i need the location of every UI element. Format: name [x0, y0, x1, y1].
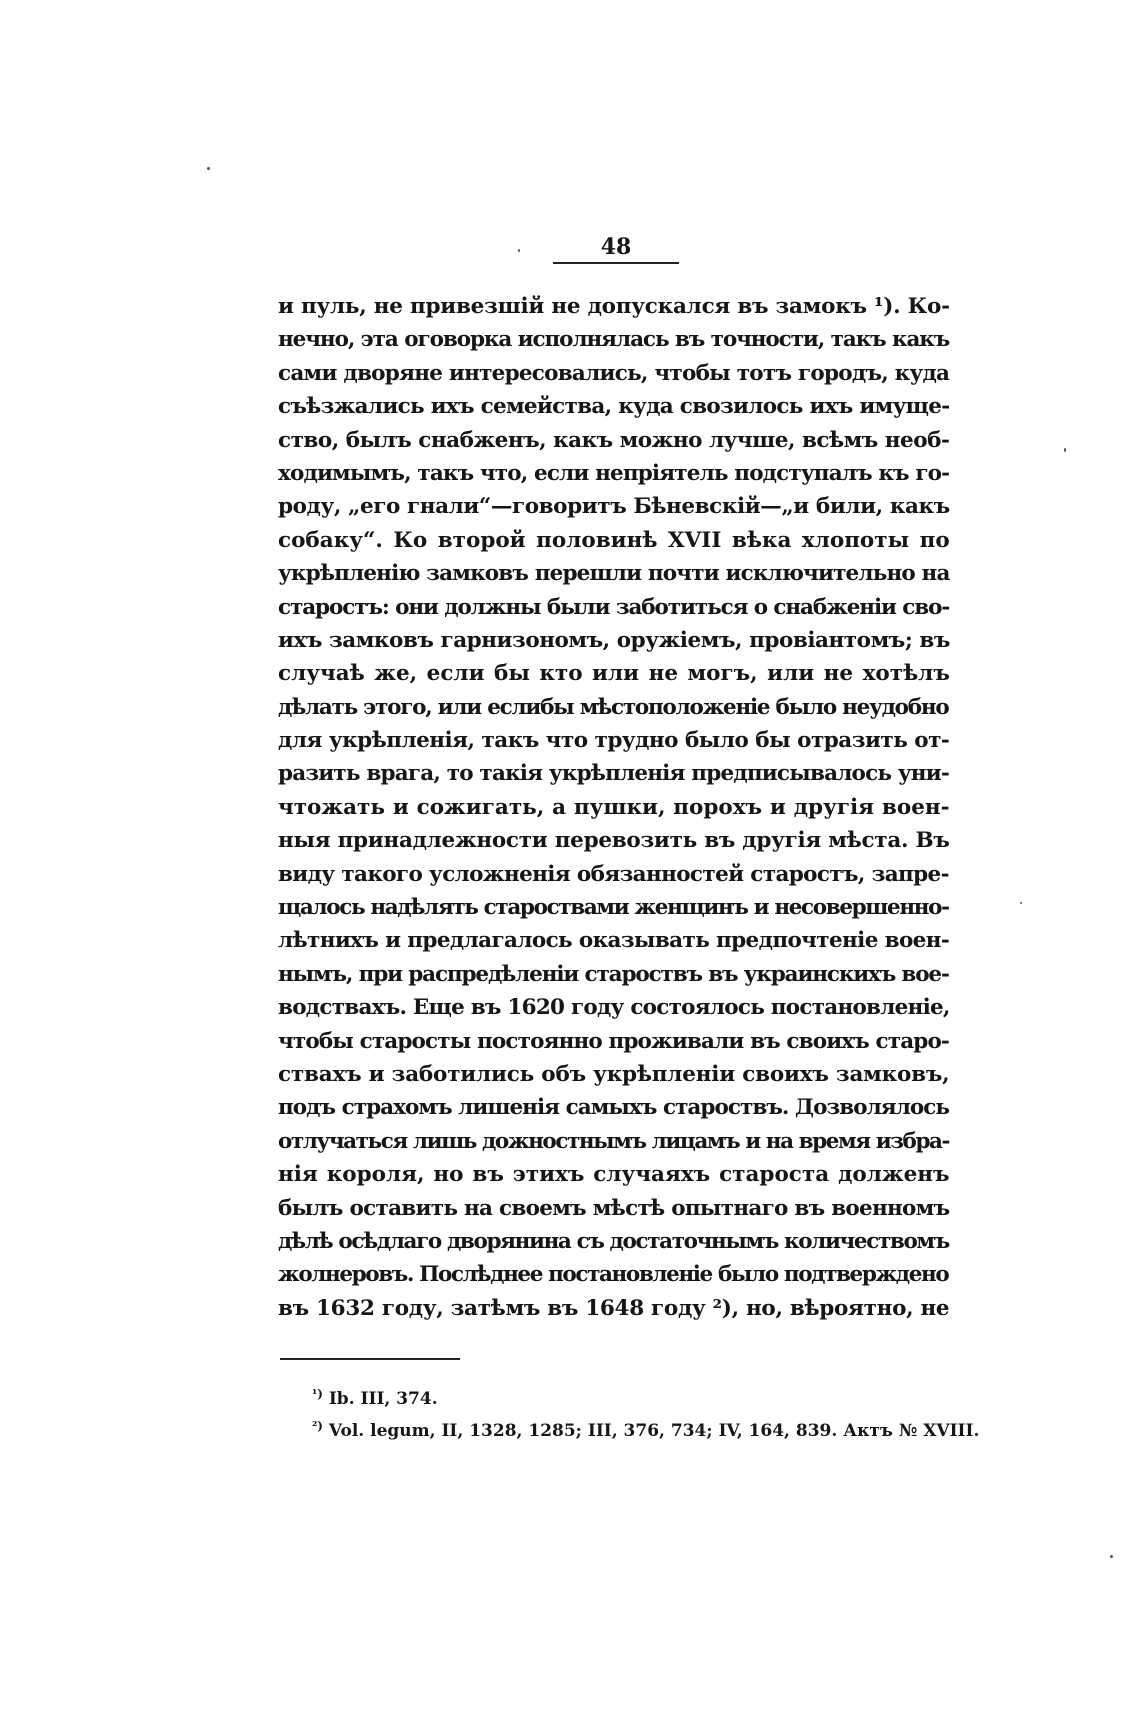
text-line: подъ страхомъ лишенія самыхъ староствъ. Дозволялось — [278, 1095, 950, 1121]
text-line: ихъ замковъ гарнизономъ, оружіемъ, провіантомъ; въ — [278, 627, 950, 653]
footnote-text: Vol. legum, II, 1328, 1285; III, 376, 734; IV, 164, 839. Актъ № XVIII. — [328, 1421, 980, 1441]
text-line: собаку“. Ко второй половинѣ XVII вѣка хлопоты по — [278, 527, 950, 553]
scan-speck — [1020, 902, 1022, 904]
text-line: случаѣ же, если бы кто или не могъ, или не хотѣлъ — [278, 661, 950, 687]
text-line: нымъ, при распредѣленіи староствъ въ украинскихъ вое- — [278, 961, 949, 987]
text-line: роду, „его гнали“—говоритъ Бѣневскій—„и били, какъ — [278, 494, 950, 520]
text-line: ство, былъ снабженъ, какъ можно лучше, всѣмъ необ- — [278, 427, 950, 453]
text-line: для укрѣпленія, такъ что трудно было бы отразить от- — [278, 728, 950, 754]
text-line: дѣлѣ осѣдлаго дворянина съ достаточнымъ количествомъ — [278, 1228, 949, 1254]
body-text — [278, 290, 950, 1325]
text-line: водствахъ. Еще въ 1620 году состоялось постановленіе, — [278, 995, 950, 1021]
text-line: сами дворяне интересовались, чтобы тотъ городъ, куда — [278, 360, 950, 386]
text-line: дѣлать этого, или еслибы мѣстоположеніе было неудобно — [278, 694, 949, 720]
text-line: разить врага, то такія укрѣпленія предписывалось уни- — [278, 761, 949, 787]
text-line: укрѣпленію замковъ перешли почти исключительно на — [278, 561, 950, 587]
text-line: и пуль, не привезшій не допускался въ замокъ ¹). Ко- — [278, 294, 950, 319]
text-line: былъ оставить на своемъ мѣстѣ опытнаго въ военномъ — [278, 1195, 950, 1221]
footnote — [312, 1410, 980, 1442]
scan-speck — [207, 167, 210, 170]
text-line: въ 1632 году, затѣмъ въ 1648 году ²), но, вѣроятно, не — [278, 1295, 950, 1321]
text-line: жолнеровъ. Послѣднее постановленіе было подтверждено — [278, 1262, 949, 1288]
text-line: чтобы старосты постоянно проживали въ своихъ старо- — [278, 1028, 949, 1054]
footnotes — [312, 1378, 980, 1442]
text-line: отлучаться лишь дожностнымъ лицамъ и на время избра- — [278, 1128, 950, 1154]
footnote-text: Ib. III, 374. — [328, 1389, 438, 1409]
text-line: лѣтнихъ и предлагалось оказывать предпочтеніе воен- — [278, 928, 950, 954]
footnote-mark: ²) — [312, 1419, 323, 1433]
text-line: ходимымъ, такъ что, если непріятель подступалъ къ го- — [278, 460, 950, 486]
scan-speck — [1110, 1555, 1113, 1558]
text-line: съѣзжались ихъ семейства, куда свозилось ихъ имуще- — [278, 394, 950, 420]
text-line: ствахъ и заботились объ укрѣпленіи своихъ замковъ, — [278, 1061, 950, 1087]
text-line: нія короля, но въ этихъ случаяхъ староста долженъ — [278, 1162, 950, 1188]
scan-speck — [518, 249, 520, 252]
text-line: чтожать и сожигать, а пушки, порохъ и другія воен- — [278, 794, 950, 820]
footnote — [312, 1378, 972, 1410]
text-line: старостъ: они должны были заботиться о снабженіи сво- — [278, 594, 950, 620]
text-line: виду такого усложненія обязанностей старостъ, запре- — [278, 861, 949, 887]
page-number: 48 — [600, 234, 632, 260]
footnote-mark: ¹) — [312, 1387, 323, 1401]
text-line: ныя принадлежности перевозить въ другія мѣста. Въ — [278, 828, 950, 854]
scan-speck — [1064, 448, 1066, 452]
text-line: нечно, эта оговорка исполнялась въ точности, такъ какъ — [278, 327, 950, 353]
header-rule — [553, 262, 679, 264]
text-line: щалось надѣлять староствами женщинъ и несовершенно- — [278, 895, 949, 921]
footnote-rule — [280, 1358, 460, 1360]
